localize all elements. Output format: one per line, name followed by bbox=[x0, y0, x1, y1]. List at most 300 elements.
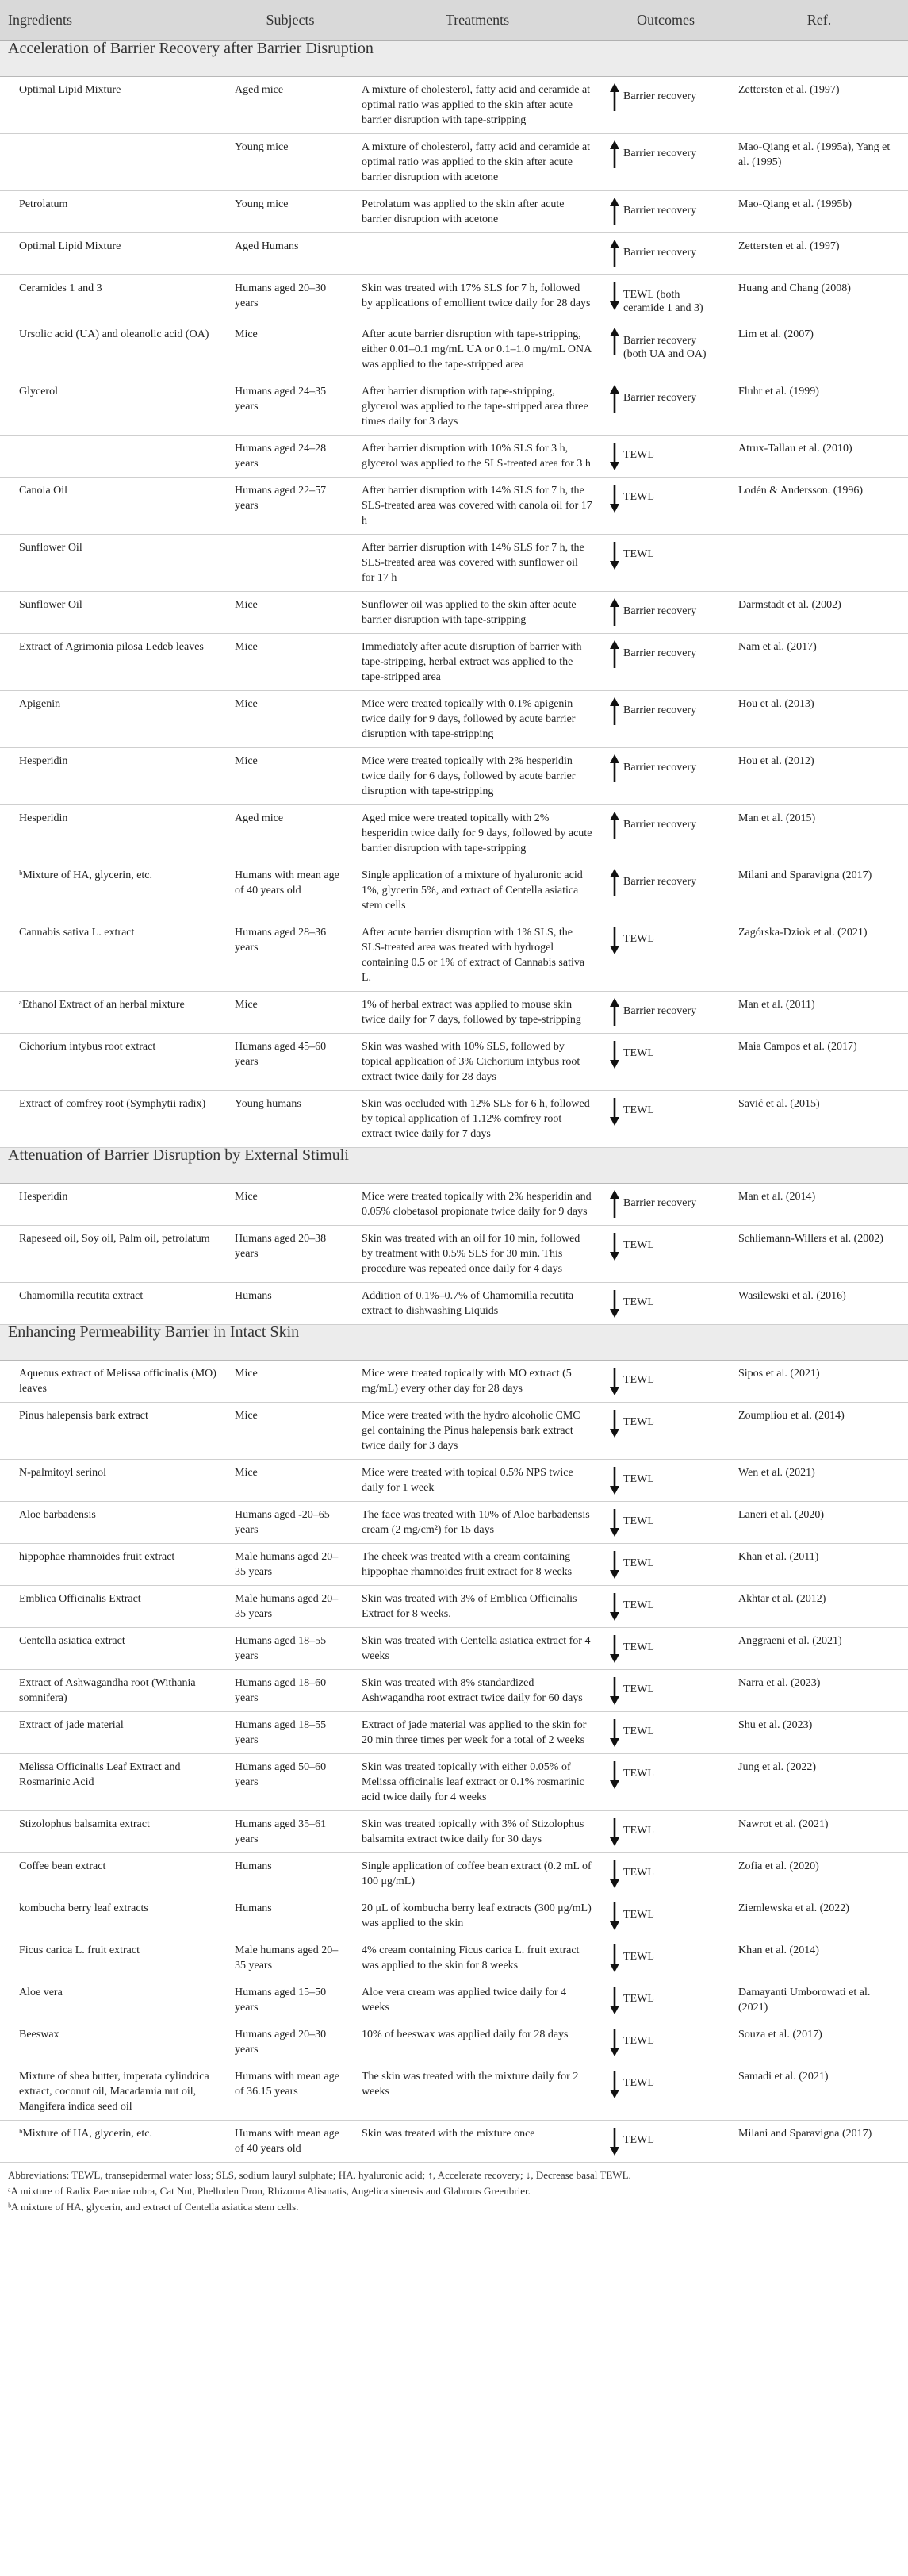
ingredient-cell: Hesperidin bbox=[0, 805, 227, 862]
table-row bbox=[0, 233, 908, 275]
outcome-text: Barrier recovery bbox=[623, 605, 697, 617]
table-row bbox=[0, 1754, 908, 1811]
ingredient-cell: Sunflower Oil bbox=[0, 535, 227, 592]
table-row bbox=[0, 1502, 908, 1544]
ref-cell: Shu et al. (2023) bbox=[730, 1712, 908, 1754]
table-row bbox=[0, 634, 908, 691]
table-row bbox=[0, 1283, 908, 1325]
footnote-abbreviations: Abbreviations: TEWL, transepidermal water loss; SLS, sodium lauryl sulphate; HA, hyaluronic acid; ↑, Accelerate recovery; ↓, Decrease basal TEWL. bbox=[0, 2163, 908, 2184]
ref-cell: Milani and Sparavigna (2017) bbox=[730, 2121, 908, 2163]
arrow-up-icon bbox=[609, 754, 620, 784]
ref-cell: Mao-Qiang et al. (1995b) bbox=[730, 191, 908, 233]
subject-cell: Humans aged 50–60 years bbox=[227, 1754, 354, 1811]
ingredient-cell: Optimal Lipid Mixture bbox=[0, 77, 227, 134]
outcome-cell bbox=[601, 1184, 730, 1226]
outcome-cell bbox=[601, 634, 730, 691]
table-row bbox=[0, 1403, 908, 1460]
outcome-text: TEWL bbox=[623, 449, 654, 461]
ref-cell: Akhtar et al. (2012) bbox=[730, 1586, 908, 1628]
ingredient-cell: Extract of jade material bbox=[0, 1712, 227, 1754]
outcome-wrap bbox=[609, 1288, 722, 1319]
subject-cell: Mice bbox=[227, 992, 354, 1034]
arrow-down-icon bbox=[609, 1366, 620, 1396]
outcome-text: TEWL bbox=[623, 1047, 654, 1059]
outcome-text: Barrier recovery bbox=[623, 704, 697, 716]
outcome-text: TEWL bbox=[623, 548, 654, 560]
outcome-wrap bbox=[609, 868, 722, 898]
arrow-down-icon bbox=[609, 1634, 620, 1664]
table-row bbox=[0, 992, 908, 1034]
outcome-wrap bbox=[609, 197, 722, 227]
table-row bbox=[0, 1361, 908, 1403]
table-row bbox=[0, 805, 908, 862]
outcome-cell bbox=[601, 862, 730, 919]
arrow-down-icon bbox=[609, 2069, 620, 2099]
ingredient-cell: Pinus halepensis bark extract bbox=[0, 1403, 227, 1460]
ref-cell: Maia Campos et al. (2017) bbox=[730, 1034, 908, 1091]
ref-cell: Ziemlewska et al. (2022) bbox=[730, 1895, 908, 1937]
arrow-down-icon bbox=[609, 1943, 620, 1973]
outcome-wrap bbox=[609, 2069, 722, 2099]
outcome-wrap bbox=[609, 540, 722, 570]
ref-cell: Khan et al. (2011) bbox=[730, 1544, 908, 1586]
treatment-cell: Mice were treated topically with 0.1% apigenin twice daily for 9 days, followed by acute barrier disruption with tape-stripping bbox=[354, 691, 601, 748]
treatment-cell: Skin was washed with 10% SLS, followed by topical application of 3% Cichorium intybus root extract twice daily for 28 days bbox=[354, 1034, 601, 1091]
ingredient-cell: N-palmitoyl serinol bbox=[0, 1460, 227, 1502]
arrow-down-icon bbox=[609, 483, 620, 513]
outcome-wrap bbox=[609, 140, 722, 170]
subject-cell: Mice bbox=[227, 1403, 354, 1460]
ref-cell: Souza et al. (2017) bbox=[730, 2021, 908, 2063]
arrow-up-icon bbox=[609, 639, 620, 670]
outcome-wrap bbox=[609, 1189, 722, 1219]
treatment-cell: Single application of a mixture of hyaluronic acid 1%, glycerin 5%, and extract of Centella asiatica stem cells bbox=[354, 862, 601, 919]
ingredient-cell: Aloe barbadensis bbox=[0, 1502, 227, 1544]
outcome-cell bbox=[601, 1544, 730, 1586]
subject-cell: Humans with mean age of 36.15 years bbox=[227, 2063, 354, 2121]
header-treatments: Treatments bbox=[354, 0, 601, 41]
subject-cell: Young mice bbox=[227, 191, 354, 233]
section-heading-row bbox=[0, 41, 908, 77]
ref-cell: Zettersten et al. (1997) bbox=[730, 233, 908, 275]
arrow-up-icon bbox=[609, 997, 620, 1027]
subject-cell: Humans with mean age of 40 years old bbox=[227, 862, 354, 919]
section-heading-row bbox=[0, 1148, 908, 1184]
ref-cell: Nawrot et al. (2021) bbox=[730, 1811, 908, 1853]
ingredient-cell: Aqueous extract of Melissa officinalis (MO) leaves bbox=[0, 1361, 227, 1403]
ingredient-cell: Optimal Lipid Mixture bbox=[0, 233, 227, 275]
table-row bbox=[0, 1937, 908, 1979]
subject-cell: Young mice bbox=[227, 134, 354, 191]
treatment-cell: Aloe vera cream was applied twice daily for 4 weeks bbox=[354, 1979, 601, 2021]
outcome-cell bbox=[601, 1628, 730, 1670]
subject-cell: Mice bbox=[227, 1460, 354, 1502]
outcome-cell bbox=[601, 134, 730, 191]
outcome-cell bbox=[601, 592, 730, 634]
outcome-cell bbox=[601, 535, 730, 592]
treatment-cell: A mixture of cholesterol, fatty acid and ceramide at optimal ratio was applied to the skin after acute barrier disruption with tape-stripping bbox=[354, 77, 601, 134]
ingredient-cell: Beeswax bbox=[0, 2021, 227, 2063]
ingredient-cell: Coffee bean extract bbox=[0, 1853, 227, 1895]
outcome-wrap bbox=[609, 1039, 722, 1069]
outcome-text: TEWL bbox=[623, 1726, 654, 1737]
outcome-wrap bbox=[609, 1817, 722, 1847]
ingredient-cell: Extract of comfrey root (Symphytii radix) bbox=[0, 1091, 227, 1148]
treatment-cell: Mice were treated topically with 2% hesperidin and 0.05% clobetasol propionate twice daily for 9 days bbox=[354, 1184, 601, 1226]
outcome-wrap bbox=[609, 1760, 722, 1790]
subject-cell: Humans aged 24–35 years bbox=[227, 378, 354, 436]
treatment-cell: Mice were treated with topical 0.5% NPS twice daily for 1 week bbox=[354, 1460, 601, 1502]
ingredient-cell: Centella asiatica extract bbox=[0, 1628, 227, 1670]
arrow-down-icon bbox=[609, 540, 620, 570]
ref-cell: Zagórska-Dziok et al. (2021) bbox=[730, 919, 908, 992]
outcome-text: TEWL bbox=[623, 1768, 654, 1779]
outcome-cell bbox=[601, 1034, 730, 1091]
outcome-cell bbox=[601, 1226, 730, 1283]
outcome-text: Barrier recovery (both UA and OA) bbox=[623, 335, 707, 360]
outcome-text: TEWL bbox=[623, 1296, 654, 1308]
outcome-text: TEWL (both ceramide 1 and 3) bbox=[623, 289, 703, 314]
arrow-up-icon bbox=[609, 597, 620, 628]
outcome-cell bbox=[601, 478, 730, 535]
arrow-up-icon bbox=[609, 140, 620, 170]
ref-cell: Lodén & Andersson. (1996) bbox=[730, 478, 908, 535]
subject-cell: Humans aged 15–50 years bbox=[227, 1979, 354, 2021]
subject-cell: Humans aged 28–36 years bbox=[227, 919, 354, 992]
subject-cell: Humans aged 18–55 years bbox=[227, 1628, 354, 1670]
subject-cell: Humans aged 24–28 years bbox=[227, 436, 354, 478]
outcome-text: Barrier recovery bbox=[623, 762, 697, 774]
arrow-down-icon bbox=[609, 1591, 620, 1622]
arrow-down-icon bbox=[609, 2027, 620, 2057]
outcome-wrap bbox=[609, 1859, 722, 1889]
treatment-cell: After acute barrier disruption with tape-stripping, either 0.01–0.1 mg/mL UA or 0.1–1.0 mg/mL ONA was applied to the tape-stripped area bbox=[354, 321, 601, 378]
ref-cell: Hou et al. (2013) bbox=[730, 691, 908, 748]
treatment-cell: After acute barrier disruption with 1% SLS, the SLS-treated area was treated with hydrogel containing 0.5 or 1% of extract of Cannabis sativa L. bbox=[354, 919, 601, 992]
arrow-down-icon bbox=[609, 1549, 620, 1580]
ref-cell: Anggraeni et al. (2021) bbox=[730, 1628, 908, 1670]
ref-cell: Khan et al. (2014) bbox=[730, 1937, 908, 1979]
table-row bbox=[0, 919, 908, 992]
treatment-cell: Sunflower oil was applied to the skin after acute barrier disruption with tape-stripping bbox=[354, 592, 601, 634]
outcome-text: TEWL bbox=[623, 1641, 654, 1653]
arrow-up-icon bbox=[609, 384, 620, 414]
treatment-cell: Immediately after acute disruption of barrier with tape-stripping, herbal extract was applied to the tape-stripped area bbox=[354, 634, 601, 691]
outcome-text: TEWL bbox=[623, 1374, 654, 1386]
outcome-text: TEWL bbox=[623, 1867, 654, 1879]
subject-cell: Humans aged 18–55 years bbox=[227, 1712, 354, 1754]
treatment-cell: Skin was treated with 3% of Emblica Officinalis Extract for 8 weeks. bbox=[354, 1586, 601, 1628]
outcome-wrap bbox=[609, 597, 722, 628]
table-row bbox=[0, 1979, 908, 2021]
table-row bbox=[0, 378, 908, 436]
outcome-text: TEWL bbox=[623, 2035, 654, 2047]
outcome-cell bbox=[601, 1853, 730, 1895]
ingredient-cell: Extract of Agrimonia pilosa Ledeb leaves bbox=[0, 634, 227, 691]
subject-cell: Humans bbox=[227, 1283, 354, 1325]
table-row bbox=[0, 1226, 908, 1283]
ref-cell: Jung et al. (2022) bbox=[730, 1754, 908, 1811]
arrow-down-icon bbox=[609, 1231, 620, 1261]
table-row bbox=[0, 134, 908, 191]
ingredient-cell: Extract of Ashwagandha root (Withania somnifera) bbox=[0, 1670, 227, 1712]
table-row bbox=[0, 478, 908, 535]
table-header bbox=[0, 0, 908, 41]
subject-cell: Mice bbox=[227, 321, 354, 378]
subject-cell: Mice bbox=[227, 1361, 354, 1403]
subject-cell: Humans aged 45–60 years bbox=[227, 1034, 354, 1091]
table-footnotes bbox=[0, 2163, 908, 2216]
treatment-cell: Mice were treated topically with 2% hesperidin twice daily for 6 days, followed by acute barrier disruption with tape-stripping bbox=[354, 748, 601, 805]
subject-cell: Male humans aged 20–35 years bbox=[227, 1544, 354, 1586]
ingredient-cell: Chamomilla recutita extract bbox=[0, 1283, 227, 1325]
subject-cell: Humans bbox=[227, 1853, 354, 1895]
treatment-cell: Skin was treated with an oil for 10 min, followed by treatment with 0.5% SLS for 30 min. This procedure was repeated once daily for 4 days bbox=[354, 1226, 601, 1283]
ingredient-cell: Cannabis sativa L. extract bbox=[0, 919, 227, 992]
ingredient-cell: Glycerol bbox=[0, 378, 227, 436]
ref-cell: Mao-Qiang et al. (1995a), Yang et al. (1995) bbox=[730, 134, 908, 191]
ingredient-cell: Apigenin bbox=[0, 691, 227, 748]
subject-cell: Humans aged 18–60 years bbox=[227, 1670, 354, 1712]
ingredient-cell: Hesperidin bbox=[0, 748, 227, 805]
ref-cell: Sipos et al. (2021) bbox=[730, 1361, 908, 1403]
table-row bbox=[0, 191, 908, 233]
outcome-text: TEWL bbox=[623, 2077, 654, 2089]
outcome-text: TEWL bbox=[623, 1239, 654, 1251]
table-body bbox=[0, 41, 908, 2163]
ingredient-cell: Mixture of shea butter, imperata cylindrica extract, coconut oil, Macadamia nut oil, Mangifera indica seed oil bbox=[0, 2063, 227, 2121]
header-ingredients: Ingredients bbox=[0, 0, 227, 41]
arrow-up-icon bbox=[609, 327, 620, 357]
ref-cell: Hou et al. (2012) bbox=[730, 748, 908, 805]
outcome-wrap bbox=[609, 239, 722, 269]
arrow-down-icon bbox=[609, 1718, 620, 1748]
treatment-cell: The cheek was treated with a cream containing hippophae rhamnoides fruit extract for 8 weeks bbox=[354, 1544, 601, 1586]
ref-cell: Man et al. (2014) bbox=[730, 1184, 908, 1226]
outcome-text: Barrier recovery bbox=[623, 819, 697, 831]
outcome-wrap bbox=[609, 925, 722, 955]
table-row bbox=[0, 2063, 908, 2121]
outcome-cell bbox=[601, 992, 730, 1034]
outcome-text: TEWL bbox=[623, 1909, 654, 1921]
outcome-wrap bbox=[609, 2126, 722, 2156]
outcome-cell bbox=[601, 691, 730, 748]
subject-cell: Aged mice bbox=[227, 805, 354, 862]
arrow-up-icon bbox=[609, 811, 620, 841]
treatment-cell: A mixture of cholesterol, fatty acid and ceramide at optimal ratio was applied to the skin after acute barrier disruption with acetone bbox=[354, 134, 601, 191]
treatment-cell bbox=[354, 233, 601, 275]
treatment-cell: The face was treated with 10% of Aloe barbadensis cream (2 mg/cm²) for 15 days bbox=[354, 1502, 601, 1544]
outcome-text: TEWL bbox=[623, 933, 654, 945]
table-row bbox=[0, 1628, 908, 1670]
outcome-wrap bbox=[609, 384, 722, 414]
outcome-cell bbox=[601, 2063, 730, 2121]
arrow-down-icon bbox=[609, 441, 620, 471]
ref-cell: Schliemann-Willers et al. (2002) bbox=[730, 1226, 908, 1283]
outcome-wrap bbox=[609, 1676, 722, 1706]
ingredient-cell: Ceramides 1 and 3 bbox=[0, 275, 227, 321]
arrow-up-icon bbox=[609, 239, 620, 269]
treatment-cell: 10% of beeswax was applied daily for 28 days bbox=[354, 2021, 601, 2063]
subject-cell: Humans aged 22–57 years bbox=[227, 478, 354, 535]
subject-cell: Mice bbox=[227, 691, 354, 748]
ref-cell: Wen et al. (2021) bbox=[730, 1460, 908, 1502]
ingredient-cell: Sunflower Oil bbox=[0, 592, 227, 634]
table-row bbox=[0, 2121, 908, 2163]
header-outcomes: Outcomes bbox=[601, 0, 730, 41]
treatment-cell: Skin was treated topically with 3% of Stizolophus balsamita extract twice daily for 30 days bbox=[354, 1811, 601, 1853]
outcome-wrap bbox=[609, 483, 722, 513]
outcome-wrap bbox=[609, 327, 722, 361]
table-row bbox=[0, 1460, 908, 1502]
outcome-text: TEWL bbox=[623, 1599, 654, 1611]
table-row bbox=[0, 1034, 908, 1091]
outcome-cell bbox=[601, 321, 730, 378]
arrow-down-icon bbox=[609, 2126, 620, 2156]
arrow-down-icon bbox=[609, 1859, 620, 1889]
ingredient-cell: ᵃEthanol Extract of an herbal mixture bbox=[0, 992, 227, 1034]
outcome-cell bbox=[601, 1895, 730, 1937]
treatment-cell: After barrier disruption with 14% SLS for 7 h, the SLS-treated area was covered with sunflower oil for 17 h bbox=[354, 535, 601, 592]
outcome-text: TEWL bbox=[623, 1416, 654, 1428]
outcome-wrap bbox=[609, 1507, 722, 1538]
table-row bbox=[0, 1091, 908, 1148]
arrow-down-icon bbox=[609, 1408, 620, 1438]
arrow-down-icon bbox=[609, 1676, 620, 1706]
subject-cell: Humans aged -20–65 years bbox=[227, 1502, 354, 1544]
ref-cell: Zoumpliou et al. (2014) bbox=[730, 1403, 908, 1460]
subject-cell: Aged Humans bbox=[227, 233, 354, 275]
table-row bbox=[0, 2021, 908, 2063]
arrow-down-icon bbox=[609, 1760, 620, 1790]
table-row bbox=[0, 691, 908, 748]
subject-cell: Mice bbox=[227, 592, 354, 634]
subject-cell: Humans bbox=[227, 1895, 354, 1937]
treatment-cell: Extract of jade material was applied to the skin for 20 min three times per week for a total of 2 weeks bbox=[354, 1712, 601, 1754]
arrow-up-icon bbox=[609, 197, 620, 227]
ref-cell bbox=[730, 535, 908, 592]
outcome-cell bbox=[601, 1811, 730, 1853]
ref-cell: Zofia et al. (2020) bbox=[730, 1853, 908, 1895]
outcome-cell bbox=[601, 436, 730, 478]
subject-cell: Humans aged 20–38 years bbox=[227, 1226, 354, 1283]
outcome-text: Barrier recovery bbox=[623, 1197, 697, 1209]
outcome-wrap bbox=[609, 1591, 722, 1622]
header-subjects: Subjects bbox=[227, 0, 354, 41]
outcome-cell bbox=[601, 191, 730, 233]
outcome-cell bbox=[601, 1091, 730, 1148]
ingredient-cell: Emblica Officinalis Extract bbox=[0, 1586, 227, 1628]
treatment-cell: Mice were treated with the hydro alcoholic CMC gel containing the Pinus halepensis bark extract twice daily for 3 days bbox=[354, 1403, 601, 1460]
ref-cell: Lim et al. (2007) bbox=[730, 321, 908, 378]
outcome-wrap bbox=[609, 441, 722, 471]
treatment-cell: Mice were treated topically with MO extract (5 mg/mL) every other day for 28 days bbox=[354, 1361, 601, 1403]
ref-cell: Fluhr et al. (1999) bbox=[730, 378, 908, 436]
outcome-cell bbox=[601, 1670, 730, 1712]
section-heading-row bbox=[0, 1325, 908, 1361]
outcome-text: TEWL bbox=[623, 491, 654, 503]
outcome-cell bbox=[601, 77, 730, 134]
outcome-text: TEWL bbox=[623, 1993, 654, 2005]
ingredient-cell: Cichorium intybus root extract bbox=[0, 1034, 227, 1091]
outcome-cell bbox=[601, 2121, 730, 2163]
outcome-wrap bbox=[609, 754, 722, 784]
outcome-wrap bbox=[609, 1408, 722, 1438]
ingredient-cell: Canola Oil bbox=[0, 478, 227, 535]
arrow-down-icon bbox=[609, 281, 620, 311]
table-row bbox=[0, 77, 908, 134]
treatment-cell: After barrier disruption with tape-stripping, glycerol was applied to the tape-stripped area three times daily for 3 days bbox=[354, 378, 601, 436]
table-row bbox=[0, 1670, 908, 1712]
ingredient-cell: Stizolophus balsamita extract bbox=[0, 1811, 227, 1853]
outcome-text: TEWL bbox=[623, 1515, 654, 1527]
ref-cell: Savić et al. (2015) bbox=[730, 1091, 908, 1148]
section-heading: Acceleration of Barrier Recovery after Barrier Disruption bbox=[0, 41, 908, 77]
outcome-cell bbox=[601, 233, 730, 275]
arrow-down-icon bbox=[609, 1817, 620, 1847]
ref-cell: Atrux-Tallau et al. (2010) bbox=[730, 436, 908, 478]
outcome-text: Barrier recovery bbox=[623, 148, 697, 159]
outcome-text: TEWL bbox=[623, 2134, 654, 2146]
treatment-cell: Single application of coffee bean extract (0.2 mL of 100 μg/mL) bbox=[354, 1853, 601, 1895]
treatment-cell: Skin was treated with the mixture once bbox=[354, 2121, 601, 2163]
outcome-text: TEWL bbox=[623, 1951, 654, 1963]
ingredient-cell: Ficus carica L. fruit extract bbox=[0, 1937, 227, 1979]
outcome-text: Barrier recovery bbox=[623, 392, 697, 404]
table-row bbox=[0, 1712, 908, 1754]
subject-cell: Mice bbox=[227, 748, 354, 805]
outcome-text: Barrier recovery bbox=[623, 876, 697, 888]
ref-cell: Zettersten et al. (1997) bbox=[730, 77, 908, 134]
ingredient-cell: Petrolatum bbox=[0, 191, 227, 233]
outcome-cell bbox=[601, 2021, 730, 2063]
outcome-cell bbox=[601, 275, 730, 321]
ref-cell: Wasilewski et al. (2016) bbox=[730, 1283, 908, 1325]
treatment-cell: Skin was treated with 17% SLS for 7 h, followed by applications of emollient twice daily for 28 days bbox=[354, 275, 601, 321]
outcome-wrap bbox=[609, 697, 722, 727]
arrow-up-icon bbox=[609, 697, 620, 727]
outcome-wrap bbox=[609, 1718, 722, 1748]
outcome-text: Barrier recovery bbox=[623, 1005, 697, 1017]
outcome-text: Barrier recovery bbox=[623, 647, 697, 659]
arrow-down-icon bbox=[609, 1039, 620, 1069]
table-row bbox=[0, 862, 908, 919]
ingredient-cell: ᵇMixture of HA, glycerin, etc. bbox=[0, 862, 227, 919]
footnote-b: ᵇA mixture of HA, glycerin, and extract of Centella asiatica stem cells. bbox=[8, 2201, 299, 2213]
arrow-up-icon bbox=[609, 1189, 620, 1219]
outcome-wrap bbox=[609, 1096, 722, 1127]
subject-cell: Humans aged 20–30 years bbox=[227, 275, 354, 321]
outcome-wrap bbox=[609, 997, 722, 1027]
ingredient-cell: Hesperidin bbox=[0, 1184, 227, 1226]
outcome-cell bbox=[601, 1712, 730, 1754]
outcome-wrap bbox=[609, 639, 722, 670]
arrow-down-icon bbox=[609, 1985, 620, 2015]
subject-cell: Male humans aged 20–35 years bbox=[227, 1586, 354, 1628]
arrow-down-icon bbox=[609, 925, 620, 955]
treatment-cell: Skin was occluded with 12% SLS for 6 h, followed by topical application of 1.12% comfrey root extract twice daily for 7 days bbox=[354, 1091, 601, 1148]
outcome-text: Barrier recovery bbox=[623, 247, 697, 259]
subject-cell: Humans aged 35–61 years bbox=[227, 1811, 354, 1853]
table-row bbox=[0, 1586, 908, 1628]
treatment-cell: Skin was treated topically with either 0.05% of Melissa officinalis leaf extract or 0.1% rosmarinic acid twice daily for 4 weeks bbox=[354, 1754, 601, 1811]
outcome-cell bbox=[601, 1979, 730, 2021]
table-row bbox=[0, 1811, 908, 1853]
table-row bbox=[0, 1853, 908, 1895]
ref-cell: Milani and Sparavigna (2017) bbox=[730, 862, 908, 919]
arrow-down-icon bbox=[609, 1288, 620, 1319]
outcome-cell bbox=[601, 1283, 730, 1325]
